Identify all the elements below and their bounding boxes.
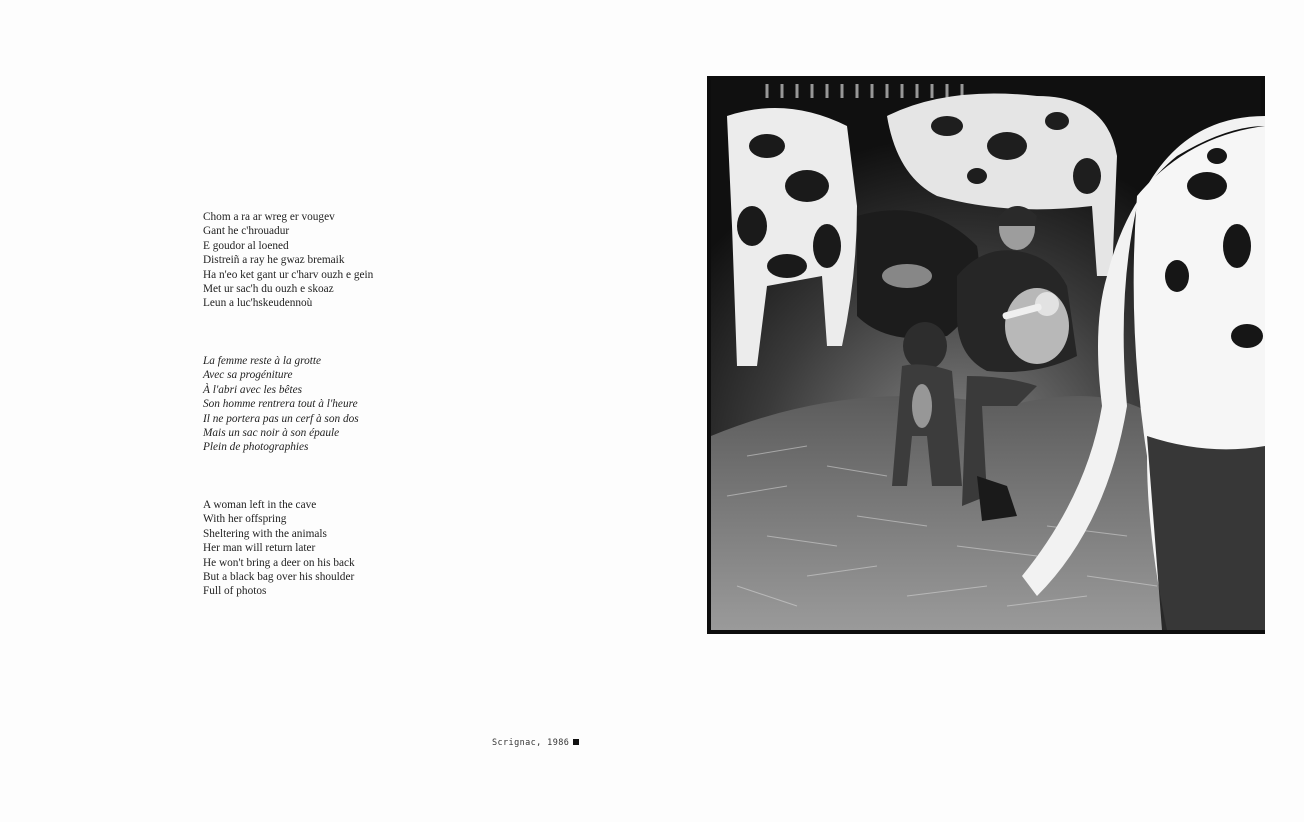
poem-line: Gant he c'hrouadur	[203, 225, 290, 238]
barn-photo-illustration	[707, 76, 1265, 634]
poem-french	[203, 354, 359, 455]
poem-breton	[203, 210, 373, 311]
poem-line: Full of photos	[203, 585, 267, 598]
poem-line: À l'abri avec les bêtes	[203, 383, 303, 396]
poem-line: Ha n'eo ket gant ur c'harv ouzh e gein	[203, 268, 374, 281]
poem-line: He won't bring a deer on his back	[203, 556, 355, 569]
poem-english	[203, 498, 355, 599]
poem-line: La femme reste à la grotte	[203, 355, 322, 367]
poem-line: Son homme rentrera tout à l'heure	[203, 398, 358, 411]
poem-line: Her man will return later	[203, 542, 316, 555]
poem-line: Met ur sac'h du ouzh e skoaz	[203, 283, 334, 296]
poem-line: A woman left in the cave	[203, 499, 317, 511]
poem-line: Mais un sac noir à son épaule	[203, 427, 340, 440]
square-bullet-icon	[573, 739, 579, 745]
poem-line: Il ne portera pas un cerf à son dos	[203, 412, 359, 425]
poem-line: Leun a luc'hskeudennoù	[203, 297, 313, 310]
poem-line: Chom a ra ar wreg er vougev	[203, 211, 335, 223]
poem-line: Plein de photographies	[203, 441, 309, 454]
poem-line: But a black bag over his shoulder	[203, 571, 355, 584]
caption-text: Scrignac, 1986	[492, 738, 570, 748]
photo-caption	[492, 738, 579, 748]
poem-line: Sheltering with the animals	[203, 527, 327, 540]
poem-line: Distreiñ a ray he gwaz bremaik	[203, 254, 345, 267]
photograph	[707, 76, 1265, 634]
poem-line: Avec sa progéniture	[203, 369, 293, 382]
poem-line: E goudor al loened	[203, 239, 289, 252]
poem-line: With her offspring	[203, 513, 287, 526]
